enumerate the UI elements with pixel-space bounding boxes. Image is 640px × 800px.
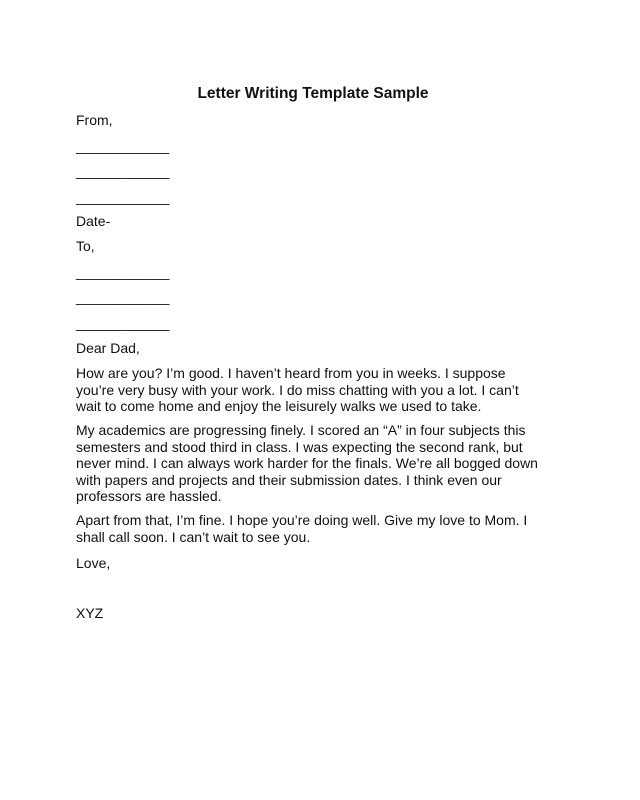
paragraph-line: Apart from that, I’m fine. I hope you’re doing well. Give my love to Mom. I [76,512,528,528]
paragraph-line: with papers and projects and their submission dates. I think even our [76,471,502,488]
paragraph-line: you’re very busy with your work. I do miss chatting with you a lot. I can’t [76,381,519,398]
signature: XYZ [76,605,104,621]
from-blank-line: ____________ [76,138,170,154]
date-label: Date- [76,213,111,229]
letter-paragraph [76,422,576,505]
to-label: To, [76,238,95,254]
to-blank-line: ____________ [76,289,170,305]
letter-paragraph [76,365,576,415]
letter-paragraph [76,512,576,545]
paragraph-line: wait to come home and enjoy the leisurely walks we used to take. [76,398,482,414]
paragraph-line: shall call soon. I can’t wait to see you. [76,528,311,545]
paragraph-line: professors are hassled. [76,488,222,504]
from-label: From, [76,112,113,128]
page-title: Letter Writing Template Sample [197,85,429,102]
from-blank-line: ____________ [76,189,170,205]
paragraph-line: semesters and stood third in class. I was expecting the second rank, but [76,438,523,455]
paragraph-line: How are you? I’m good. I haven’t heard from you in weeks. I suppose [76,365,506,381]
to-blank-line: ____________ [76,315,170,331]
to-blank-line: ____________ [76,264,170,280]
salutation: Dear Dad, [76,340,140,356]
closing: Love, [76,555,111,571]
paragraph-line: never mind. I can always work harder for the finals. We’re all bogged down [76,455,538,471]
paragraph-line: My academics are progressing finely. I scored an “A” in four subjects this [76,422,526,438]
from-blank-line: ____________ [76,163,170,179]
